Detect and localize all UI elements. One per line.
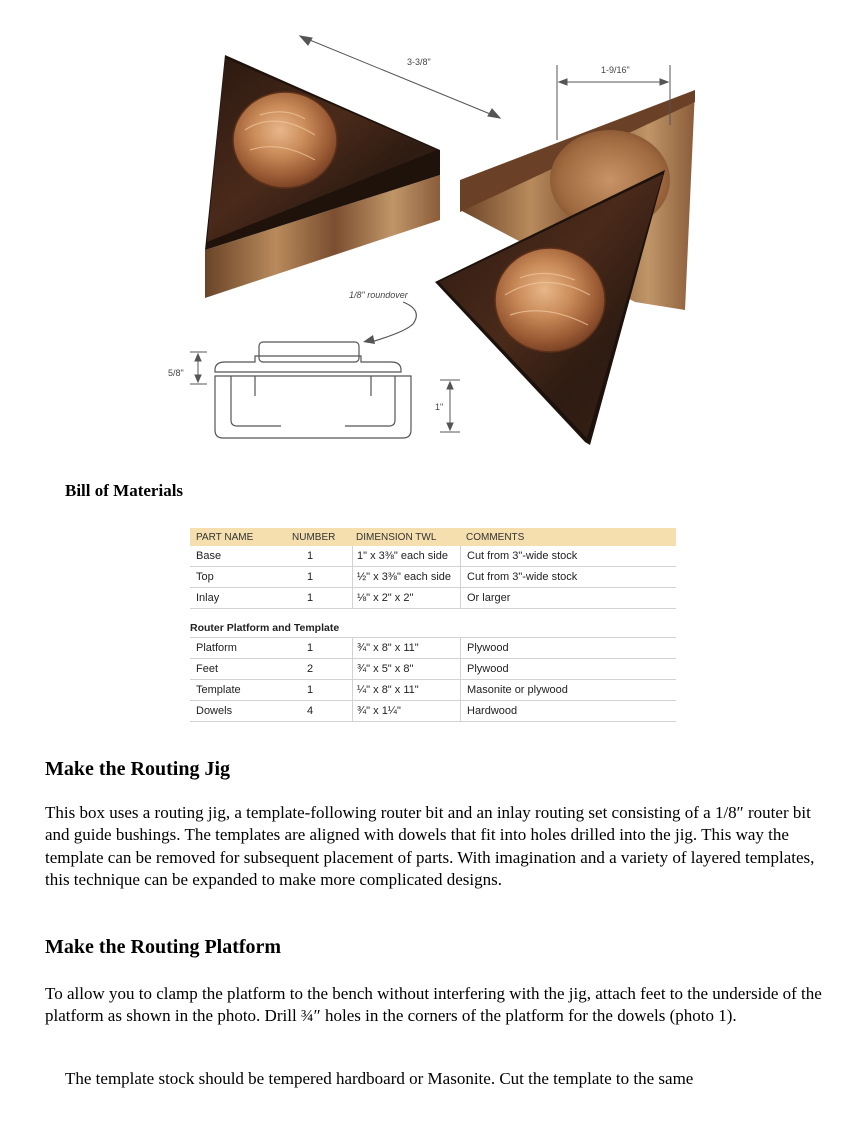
cell-comments: Or larger: [460, 588, 676, 608]
dim-height-left-label: 5/8": [168, 368, 184, 378]
cell-dimension: ¾" x 8" x 11": [352, 638, 460, 658]
paragraph-template-stock: The template stock should be tempered hardboard or Masonite. Cut the template to the same: [65, 1069, 694, 1088]
cell-comments: Hardwood: [460, 701, 676, 721]
dim-height-right-label: 1": [435, 402, 444, 412]
table-row: [190, 638, 676, 659]
cell-dimension: ¾" x 5" x 8": [352, 659, 460, 679]
cell-number: 1: [306, 592, 314, 604]
col-part-name: PART NAME: [196, 531, 254, 543]
cell-number: 2: [306, 663, 314, 675]
cell-part: Inlay: [196, 592, 220, 604]
cell-number: 1: [306, 550, 314, 562]
cell-part: Base: [196, 550, 222, 562]
cross-section-drawing: [215, 342, 411, 438]
cell-number: 4: [306, 705, 314, 717]
closed-box-drawing: [205, 55, 440, 298]
section-title-routing-jig: Make the Routing Jig: [45, 758, 230, 780]
cell-dimension: ⅛" x 2" x 2": [352, 588, 460, 608]
cell-comments: Cut from 3"-wide stock: [460, 546, 676, 566]
cell-number: 1: [306, 642, 314, 654]
cell-part: Feet: [196, 663, 219, 675]
roundover-label: 1/8" roundover: [349, 290, 408, 300]
cell-number: 1: [306, 571, 314, 583]
cell-comments: Plywood: [460, 659, 676, 679]
cell-comments: Plywood: [460, 638, 676, 658]
table-row: [190, 567, 676, 588]
table-row: [190, 546, 676, 567]
cell-dimension: ¼" x 8" x 11": [352, 680, 460, 700]
cell-part: Template: [196, 684, 241, 696]
bom-header-row: [190, 528, 676, 546]
bom-table: [190, 528, 676, 722]
dim-side-label: 3-3/8": [407, 57, 431, 67]
cell-comments: Cut from 3"-wide stock: [460, 567, 676, 587]
bom-heading: Bill of Materials: [65, 481, 184, 500]
paragraph-routing-jig: This box uses a routing jig, a template-following router bit and an inlay routing set consisting of a 1/8″ router bit and guide bushings. The templates are aligned with dowels that fit into holes drilled into the jig. This way the template can be removed for subsequent placement of parts. With imagination and a variety of layered templates, this technique can be expanded to make more complicated designs.: [45, 803, 815, 890]
col-comments: COMMENTS: [466, 531, 525, 543]
table-row: [190, 680, 676, 701]
table-row: [190, 701, 676, 722]
cell-part: Platform: [196, 642, 237, 654]
paragraph-routing-platform: To allow you to clamp the platform to the bench without interfering with the jig, attach feet to the underside of the platform as shown in the photo. Drill ¾″ holes in the corners of the platform for the dowels (photo 1).: [45, 984, 822, 1026]
cell-part: Top: [196, 571, 214, 583]
cell-dimension: ½" x 3⅜" each side: [352, 567, 460, 587]
cell-part: Dowels: [196, 705, 233, 717]
box-illustration: [165, 20, 705, 460]
table-row: [190, 588, 676, 609]
cell-number: 1: [306, 684, 314, 696]
cell-comments: Masonite or plywood: [460, 680, 676, 700]
col-dimension: DIMENSION TWL: [356, 531, 437, 543]
cell-dimension: ¾" x 1¼": [352, 701, 460, 721]
col-number: NUMBER: [292, 531, 336, 543]
bom-subheading: Router Platform and Template: [190, 618, 676, 638]
section-title-routing-platform: Make the Routing Platform: [45, 936, 282, 958]
table-row: [190, 659, 676, 680]
cell-dimension: 1" x 3⅜" each side: [352, 546, 460, 566]
dimension-height-left: [190, 352, 207, 384]
dim-diameter-label: 1-9/16": [601, 65, 630, 75]
